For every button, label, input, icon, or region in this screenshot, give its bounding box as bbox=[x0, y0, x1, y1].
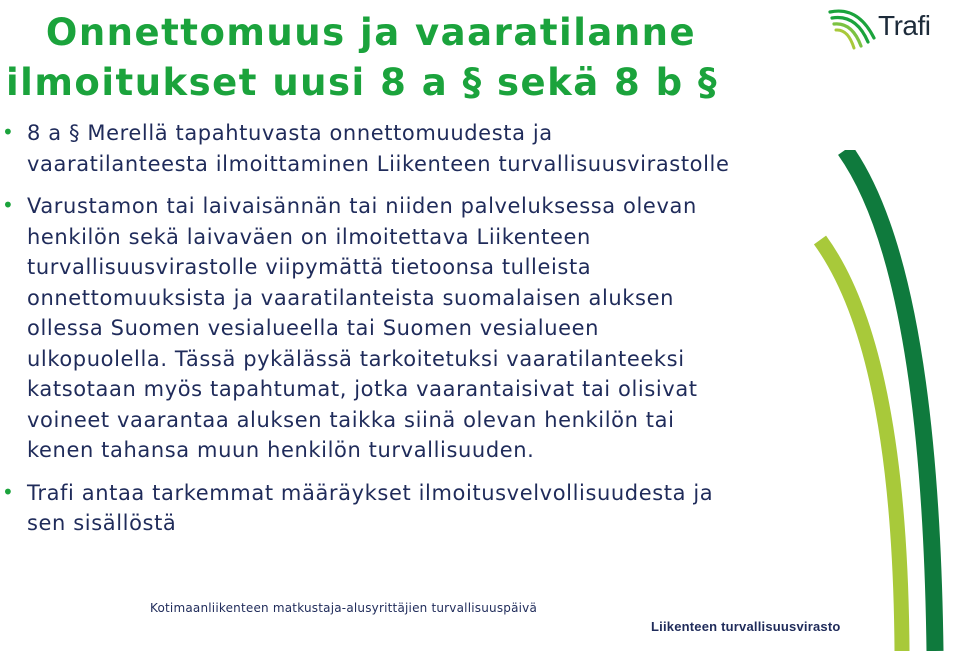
bullet-line: • Trafi antaa tarkemmat määräykset ilmoitusvelvollisuudesta ja bbox=[27, 480, 714, 505]
bullet-line: kenen tahansa muun henkilön turvallisuuden. bbox=[27, 438, 535, 462]
title-line-1: Onnettomuus ja vaaratilanne bbox=[45, 11, 697, 54]
bullet-line: henkilön sekä laivaväen on ilmoitettava Liikenteen bbox=[27, 224, 591, 249]
footer-event-name: Kotimaanliikenteen matkustaja-alusyrittäjien turvallisuuspäivä bbox=[150, 601, 538, 615]
bullet-line: • 8 a § Merellä tapahtuvasta onnettomuudesta ja bbox=[27, 121, 553, 145]
bullet-line: katsotaan myös tapahtumat, jotka vaarantaisivat tai olisivat bbox=[27, 377, 698, 401]
bullet-line: ollessa Suomen vesialueella tai Suomen vesialueen bbox=[27, 316, 600, 340]
slide-title bbox=[6, 8, 806, 108]
footer-organization: Liikenteen turvallisuusvirasto bbox=[651, 619, 841, 634]
trafi-swoosh-logo-icon bbox=[828, 4, 878, 50]
bullet-line: • Varustamon tai laivaisännän tai niiden palveluksessa olevan bbox=[27, 194, 697, 218]
title-line-2: ilmoitukset uusi 8 a § sekä 8 b § bbox=[6, 61, 719, 104]
bullet-line: ulkopuolella. Tässä pykälässä tarkoitetuksi vaaratilanteeksi bbox=[27, 346, 685, 371]
bullet-line: sen sisällöstä bbox=[27, 511, 177, 535]
bullet-line: turvallisuusvirastolle viipymättä tietoonsa tulleista bbox=[27, 255, 592, 279]
bullet-line: vaaratilanteesta ilmoittaminen Liikenteen turvallisuusvirastolle bbox=[27, 151, 730, 176]
trafi-logo-text: Trafi bbox=[878, 10, 931, 41]
bullet-line: voineet vaarantaa aluksen taikka siinä olevan henkilön tai bbox=[27, 407, 675, 432]
bullet-item bbox=[0, 191, 860, 466]
trafi-logo bbox=[828, 4, 954, 52]
bullet-item bbox=[0, 478, 860, 539]
bullet-list bbox=[0, 118, 860, 539]
bullet-item bbox=[0, 118, 860, 179]
bullet-line: onnettomuuksista ja vaaratilanteista suomalaisen aluksen bbox=[27, 285, 675, 310]
